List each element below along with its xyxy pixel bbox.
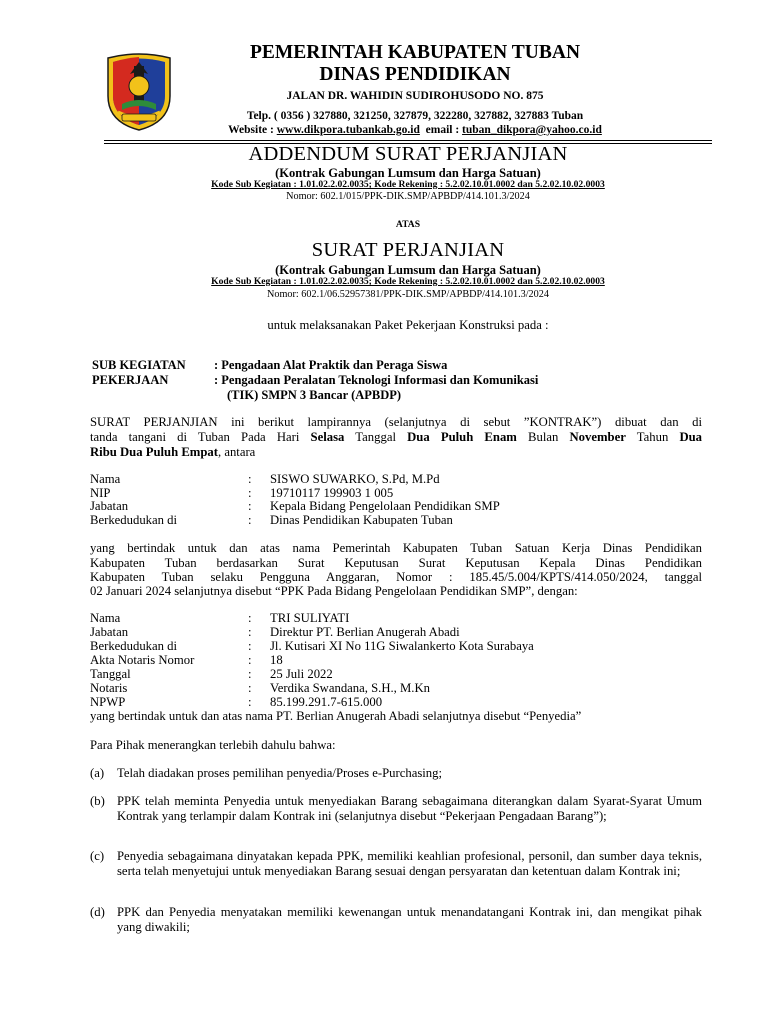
addendum-kode: Kode Sub Kegiatan : 1.01.02.2.02.0035; Kode Rekening : 5.2.02.10.01.0002 dan 5.2.02.10.02.0003 — [211, 179, 605, 190]
atas-label: ATAS — [395, 219, 421, 230]
party1-desc-line: yang bertindak untuk dan atas nama Pemerintah Kabupaten Tuban Satuan Kerja Dinas Pendidikan — [90, 541, 702, 555]
party1-sep: : — [248, 499, 252, 513]
letterhead-divider — [104, 140, 712, 141]
letterhead-address: JALAN DR. WAHIDIN SUDIROHUSODO NO. 875 — [286, 90, 544, 102]
letterhead — [180, 42, 650, 137]
party1-sep: : — [248, 472, 252, 486]
letterhead-line2: DINAS PENDIDIKAN — [319, 64, 511, 85]
party1-value: 19710117 199903 1 005 — [270, 486, 394, 500]
party2-value: Verdika Swandana, S.H., M.Kn — [270, 681, 430, 695]
party2-desc: yang bertindak untuk dan atas nama PT. Berlian Anugerah Abadi selanjutnya disebut “Penyedia” — [90, 709, 582, 723]
party2-value: Direktur PT. Berlian Anugerah Abadi — [270, 625, 460, 639]
perjanjian-nomor: Nomor: 602.1/06.52957381/PPK-DIK.SMP/APBDP/414.101.3/2024 — [267, 289, 549, 300]
party2-value: 85.199.291.7-615.000 — [270, 695, 383, 709]
opening-line-2 — [90, 430, 702, 445]
party1-value: Kepala Bidang Pengelolaan Pendidikan SMP — [270, 499, 500, 513]
perjanjian-subtitle: (Kontrak Gabungan Lumsum dan Harga Satuan) — [275, 263, 541, 277]
letterhead-line1: PEMERINTAH KABUPATEN TUBAN — [249, 42, 581, 63]
party1-sep: : — [248, 486, 252, 500]
website-link[interactable]: www.dikpora.tubankab.go.id — [276, 124, 420, 136]
recital-item — [90, 849, 702, 878]
party1-value: SISWO SUWARKO, S.Pd, M.Pd — [270, 472, 440, 486]
recital-text: Penyedia sebagaimana dinyatakan kepada PPK, memiliki keahlian profesional, personil, dan sumber daya teknis, serta telah menyetujui untuk menyediakan Barang sesuai dengan persyaratan dan ketentuan dalam Kontrak ini; — [117, 849, 702, 878]
recital-text: PPK telah meminta Penyedia untuk menyediakan Barang sebagaimana diterangkan dalam Syarat-Syarat Umum Kontrak yang terlampir dalam Kontrak ini (selanjutnya disebut “Pekerjaan Pengadaan Barang”); — [117, 794, 702, 823]
pekerjaan-label: PEKERJAAN — [92, 373, 169, 387]
party2-sep: : — [248, 681, 252, 695]
perjanjian-title: SURAT PERJANJIAN — [311, 239, 505, 261]
party1-label: NIP — [90, 486, 111, 500]
recital-intro: Para Pihak menerangkan terlebih dahulu bahwa: — [90, 738, 336, 752]
party2-label: NPWP — [90, 695, 126, 709]
intro-text: untuk melaksanakan Paket Pekerjaan Konstruksi pada : — [267, 318, 549, 332]
party1-label: Jabatan — [90, 499, 129, 513]
perjanjian-kode: Kode Sub Kegiatan : 1.01.02.2.02.0035; Kode Rekening : 5.2.02.10.01.0002 dan 5.2.02.10.02.0003 — [211, 276, 605, 287]
party2-sep: : — [248, 611, 252, 625]
party2-value: 25 Juli 2022 — [270, 667, 333, 681]
party2-label: Notaris — [90, 681, 128, 695]
opening-text-c: Bulan — [516, 430, 570, 444]
party2-label: Akta Notaris Nomor — [90, 653, 195, 667]
opening-tanggal: Dua Puluh Enam — [407, 430, 517, 444]
opening-tahun-2: Ribu Dua Puluh Empat — [90, 445, 218, 459]
recital-mark: (a) — [90, 766, 105, 780]
opening-text-b: Tanggal — [344, 430, 408, 444]
party2-sep: : — [248, 639, 252, 653]
addendum-title: ADDENDUM SURAT PERJANJIAN — [248, 143, 568, 165]
email-link[interactable]: tuban_dikpora@yahoo.co.id — [462, 124, 602, 136]
opening-line-3 — [90, 445, 702, 460]
opening-line-1: SURAT PERJANJIAN ini berikut lampirannya (selanjutnya di sebut ”KONTRAK”) dibuat dan di — [90, 415, 702, 429]
addendum-subtitle: (Kontrak Gabungan Lumsum dan Harga Satuan) — [275, 166, 541, 180]
addendum-nomor: Nomor: 602.1/015/PPK-DIK.SMP/APBDP/414.101.3/2024 — [286, 191, 530, 202]
party2-label: Nama — [90, 611, 121, 625]
letterhead-phone: Telp. ( 0356 ) 327880, 321250, 327879, 322280, 327882, 327883 Tuban — [246, 110, 584, 122]
party2-value: Jl. Kutisari XI No 11G Siwalankerto Kota Surabaya — [270, 639, 534, 653]
party1-label: Berkedudukan di — [90, 513, 178, 527]
party2-sep: : — [248, 625, 252, 639]
recital-item — [90, 766, 702, 781]
website-label: Website : — [228, 124, 274, 136]
recital-item — [90, 794, 702, 823]
email-label: email : — [425, 124, 460, 136]
recital-item — [90, 905, 702, 934]
party1-desc-line: 02 Januari 2024 selanjutnya disebut “PPK Pada Bidang Pengelolaan Pendidikan SMP”, dengan: — [90, 584, 578, 598]
party1-label: Nama — [90, 472, 121, 486]
recital-text: Telah diadakan proses pemilihan penyedia/Proses e-Purchasing; — [117, 766, 443, 780]
party2-sep: : — [248, 695, 252, 709]
party2-label: Berkedudukan di — [90, 639, 178, 653]
party1-desc-line: Kabupaten Tuban selaku Pengguna Anggaran, Nomor : 185.45/5.004/KPTS/414.050/2024, tanggal — [90, 570, 702, 584]
pekerjaan-value-1: : Pengadaan Peralatan Teknologi Informasi dan Komunikasi — [214, 373, 539, 387]
opening-hari: Selasa — [310, 430, 345, 444]
opening-tahun-1: Dua — [679, 430, 702, 444]
opening-text-a: tanda tangani di Tuban Pada Hari — [90, 430, 311, 444]
party1-sep: : — [248, 513, 252, 527]
pekerjaan-value-2: (TIK) SMPN 3 Bancar (APBDP) — [227, 388, 402, 402]
party2-label: Jabatan — [90, 625, 129, 639]
party2-sep: : — [248, 667, 252, 681]
party1-desc-line: Kabupaten Tuban berdasarkan Surat Keputusan Surat Keputusan Kepala Dinas Pendidikan — [90, 556, 702, 570]
letterhead-web-email — [180, 123, 650, 137]
party2-sep: : — [248, 653, 252, 667]
recital-mark: (b) — [90, 794, 105, 808]
party2-value: 18 — [270, 653, 283, 667]
party2-value: TRI SULIYATI — [270, 611, 350, 625]
recital-mark: (c) — [90, 849, 105, 863]
recital-text: PPK dan Penyedia menyatakan memiliki kewenangan untuk menandatangani Kontrak ini, dan mengikat pihak yang diwakili; — [117, 905, 702, 934]
opening-bulan: November — [569, 430, 626, 444]
party2-label: Tanggal — [90, 667, 131, 681]
kabupaten-tuban-logo — [104, 52, 174, 132]
opening-text-d: Tahun — [625, 430, 680, 444]
sub-kegiatan-label: SUB KEGIATAN — [92, 358, 186, 372]
party1-value: Dinas Pendidikan Kabupaten Tuban — [270, 513, 453, 527]
opening-text-e: , antara — [217, 445, 256, 459]
sub-kegiatan-value: : Pengadaan Alat Praktik dan Peraga Siswa — [214, 358, 448, 372]
recital-mark: (d) — [90, 905, 105, 919]
